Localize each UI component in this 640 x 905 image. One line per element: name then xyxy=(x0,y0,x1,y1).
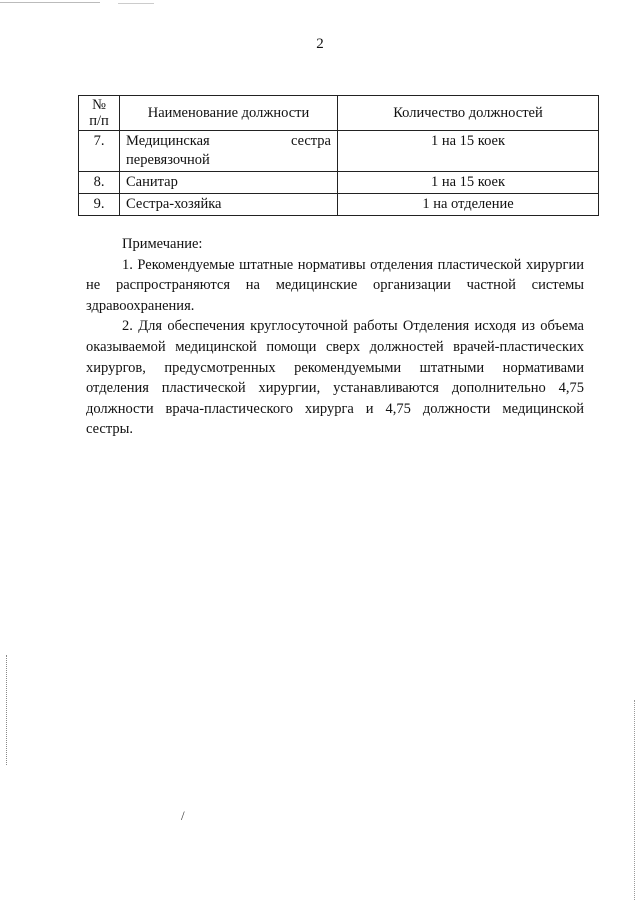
row-position-name-continuation: перевязочной xyxy=(126,152,210,168)
table-header-row xyxy=(79,96,599,131)
note-item: 2. Для обеспечения круглосуточной работы Отделения исходя из объема оказываемой медицинской помощи сверх должностей врачей-пластических хирургов, предусмотренных рекомендуемыми штатными нормативами отделения пластической хирургии, устанавливаются дополнительно 4,75 должности врача-пластического хирурга и 4,75 должности медицинской сестры. xyxy=(86,318,584,438)
row-position-name: Санитар xyxy=(120,172,338,194)
row-number: 8. xyxy=(79,172,120,194)
table-row xyxy=(79,131,599,172)
row-position-name xyxy=(120,131,338,172)
table-row xyxy=(79,194,599,216)
row-position-count: 1 на 15 коек xyxy=(338,131,599,172)
row-position-name-word: Медицинская xyxy=(126,133,210,149)
header-position-count: Количество должностей xyxy=(338,96,599,131)
scan-edge-mark xyxy=(634,700,636,900)
table-row xyxy=(79,172,599,194)
scan-speck: / xyxy=(181,808,185,823)
row-position-name: Сестра-хозяйка xyxy=(120,194,338,216)
row-position-name-word: сестра xyxy=(290,133,331,149)
header-position-name: Наименование должности xyxy=(120,96,338,131)
row-number: 7. xyxy=(79,131,120,172)
header-number-symbol: № xyxy=(92,97,106,113)
note-item: 1. Рекомендуемые штатные нормативы отделения пластической хирургии не распространяются на медицинские организации частной системы здравоохранения. xyxy=(86,256,584,314)
scan-artifact-line xyxy=(0,2,100,3)
notes-section xyxy=(86,234,584,440)
row-position-count: 1 на 15 коек xyxy=(338,172,599,194)
page-number: 2 xyxy=(316,36,324,52)
scan-edge-mark xyxy=(6,655,8,765)
notes-title: Примечание: xyxy=(122,236,203,252)
header-number-abbr: п/п xyxy=(89,113,109,129)
scan-artifact-line xyxy=(118,3,154,4)
staffing-table xyxy=(78,95,599,216)
header-number xyxy=(79,96,120,131)
row-number: 9. xyxy=(79,194,120,216)
row-position-count: 1 на отделение xyxy=(338,194,599,216)
